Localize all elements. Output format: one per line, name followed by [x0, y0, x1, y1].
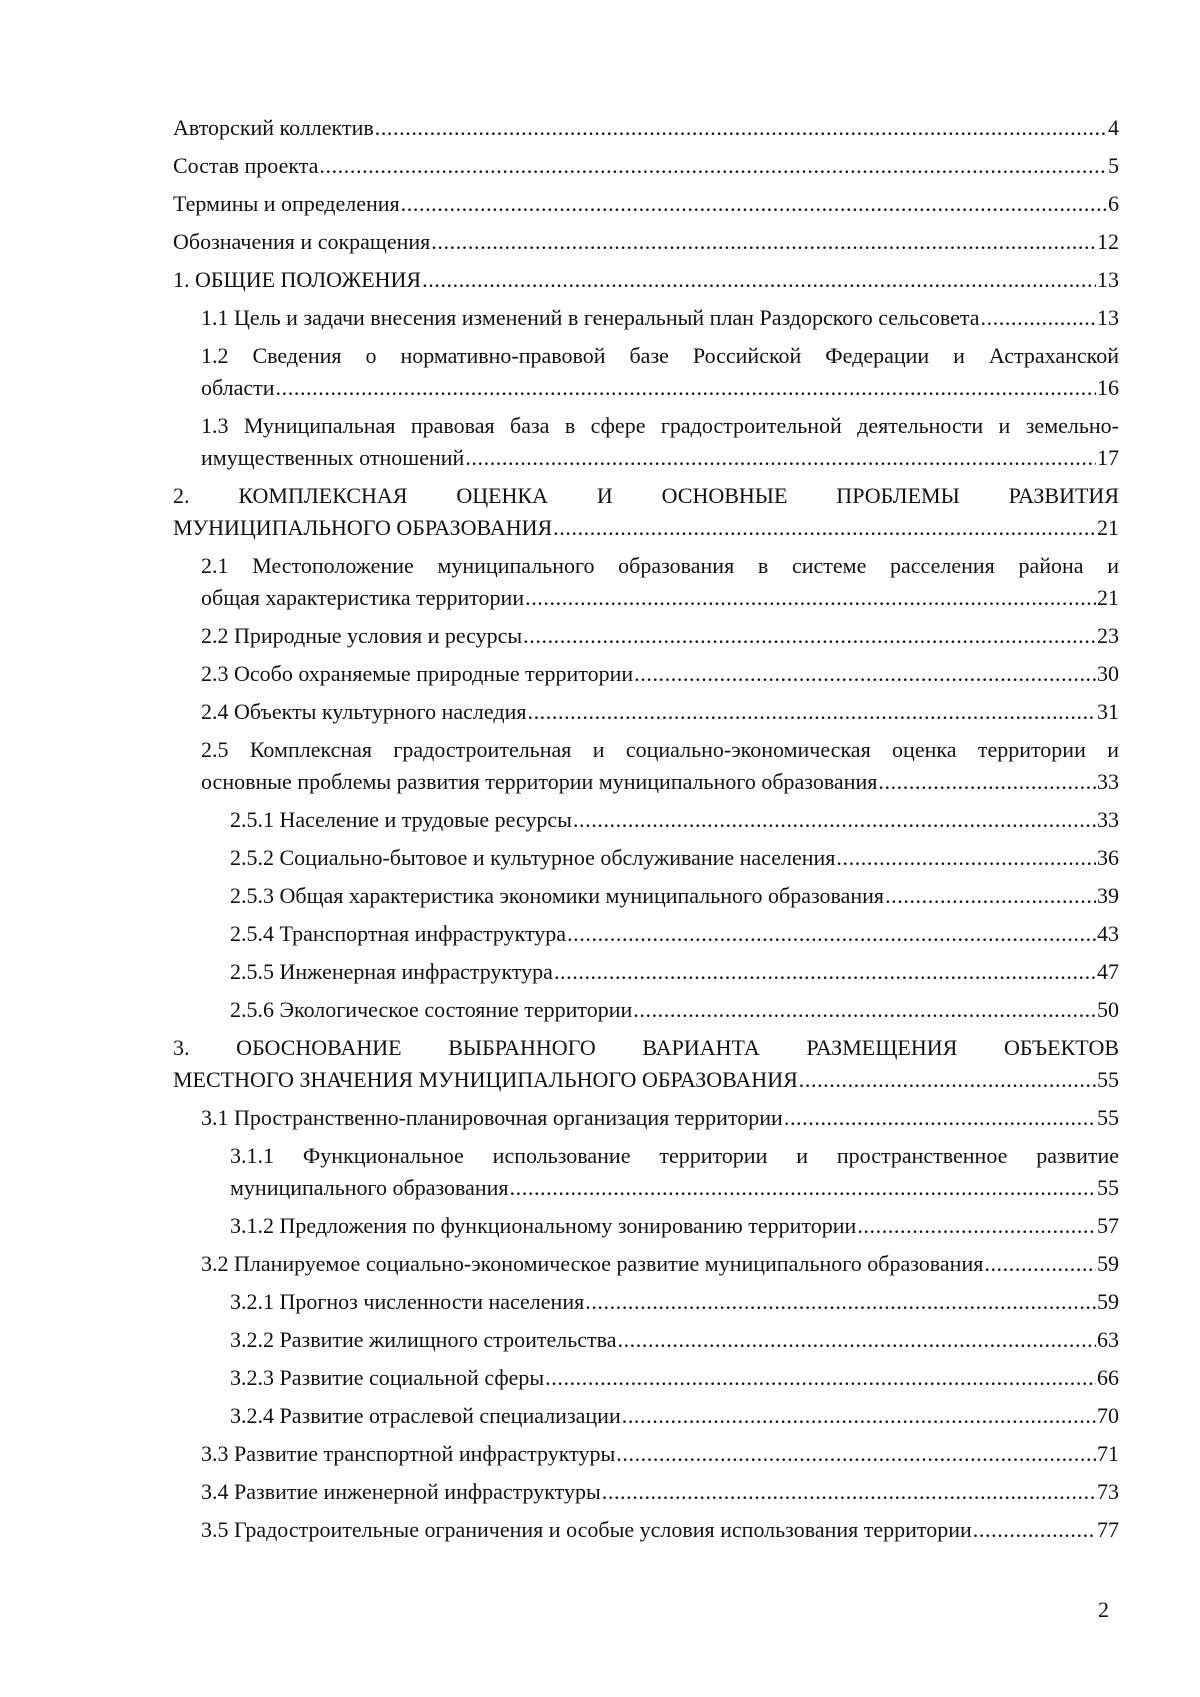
page-number: 2 — [1098, 1597, 1109, 1622]
toc-entry-title-line2: муниципального образования — [230, 1175, 509, 1200]
table-of-contents — [173, 112, 1119, 1552]
toc-entry[interactable] — [173, 480, 1119, 544]
toc-entry[interactable] — [173, 112, 1119, 144]
dot-leader — [602, 1476, 1096, 1508]
toc-entry-title: 2.3 Особо охраняемые природные территории — [201, 661, 634, 686]
toc-entry-page: 6 — [1108, 191, 1119, 216]
dot-leader — [319, 150, 1107, 182]
dot-leader — [525, 582, 1096, 614]
toc-entry[interactable] — [230, 804, 1119, 836]
toc-entry[interactable] — [201, 734, 1119, 798]
dot-leader — [573, 804, 1096, 836]
toc-entry-title: 2.2 Природные условия и ресурсы — [201, 623, 523, 648]
toc-entry-title: 2.5.3 Общая характеристика экономики муниципального образования — [230, 883, 885, 908]
dot-leader — [510, 1172, 1096, 1204]
toc-entry-page: 33 — [1097, 769, 1119, 794]
toc-entry-title: 2.5.4 Транспортная инфраструктура — [230, 921, 567, 946]
toc-entry-page: 66 — [1097, 1365, 1119, 1390]
toc-entry[interactable] — [201, 1514, 1119, 1546]
toc-entry-title: 3.2.4 Развитие отраслевой специализации — [230, 1403, 621, 1428]
dot-leader — [545, 1362, 1096, 1394]
toc-entry-title-line2: МЕСТНОГО ЗНАЧЕНИЯ МУНИЦИПАЛЬНОГО ОБРАЗОВАНИЯ — [173, 1067, 798, 1092]
toc-entry-page: 70 — [1097, 1403, 1119, 1428]
dot-leader — [857, 1210, 1096, 1242]
toc-entry-title: 3.2 Планируемое социально-экономическое развитие муниципального образования — [201, 1251, 984, 1276]
toc-entry[interactable] — [173, 264, 1119, 296]
toc-entry-page: 17 — [1097, 445, 1119, 470]
toc-entry-page: 5 — [1108, 153, 1119, 178]
toc-entry-page: 33 — [1097, 807, 1119, 832]
toc-entry[interactable] — [173, 188, 1119, 220]
toc-entry-title: 2.4 Объекты культурного наследия — [201, 699, 527, 724]
toc-entry-title: Термины и определения — [173, 191, 400, 216]
toc-entry[interactable] — [230, 1362, 1119, 1394]
dot-leader — [375, 112, 1107, 144]
toc-entry-title-line1: 3.1.1 Функциональное использование территории и пространственное развитие — [230, 1143, 1119, 1168]
dot-leader — [973, 1514, 1096, 1546]
dot-leader — [836, 842, 1096, 874]
toc-entry[interactable] — [201, 302, 1119, 334]
toc-entry-page: 16 — [1097, 375, 1119, 400]
toc-entry-title: 3.2.1 Прогноз численности населения — [230, 1289, 585, 1314]
toc-entry-title: 1.1 Цель и задачи внесения изменений в генеральный план Раздорского сельсовета — [201, 305, 980, 330]
toc-entry-title-line2: МУНИЦИПАЛЬНОГО ОБРАЗОВАНИЯ — [173, 515, 553, 540]
toc-entry[interactable] — [230, 956, 1119, 988]
toc-entry-page: 13 — [1097, 305, 1119, 330]
dot-leader — [617, 1324, 1096, 1356]
toc-entry-title-line2: области — [201, 375, 275, 400]
dot-leader — [622, 1400, 1096, 1432]
toc-entry-title: 2.5.6 Экологическое состояние территории — [230, 997, 633, 1022]
toc-entry-title: Обозначения и сокращения — [173, 229, 431, 254]
dot-leader — [431, 226, 1096, 258]
toc-entry-title: 2.5.2 Социально-бытовое и культурное обслуживание населения — [230, 845, 836, 870]
toc-entry-title: 3.2.2 Развитие жилищного строительства — [230, 1327, 617, 1352]
dot-leader — [523, 620, 1096, 652]
toc-entry-page: 63 — [1097, 1327, 1119, 1352]
toc-entry-page: 21 — [1097, 515, 1119, 540]
toc-entry-page: 23 — [1097, 623, 1119, 648]
toc-entry-page: 71 — [1097, 1441, 1119, 1466]
toc-entry-page: 77 — [1097, 1517, 1119, 1542]
dot-leader — [616, 1438, 1096, 1470]
toc-entry[interactable] — [201, 550, 1119, 614]
toc-entry[interactable] — [201, 1248, 1119, 1280]
toc-entry[interactable] — [230, 918, 1119, 950]
toc-entry-page: 57 — [1097, 1213, 1119, 1238]
toc-entry[interactable] — [201, 410, 1119, 474]
toc-entry-title: 1. ОБЩИЕ ПОЛОЖЕНИЯ — [173, 267, 422, 292]
toc-entry[interactable] — [201, 620, 1119, 652]
toc-entry[interactable] — [230, 994, 1119, 1026]
toc-entry-page: 73 — [1097, 1479, 1119, 1504]
toc-entry-page: 59 — [1097, 1251, 1119, 1276]
toc-entry-page: 30 — [1097, 661, 1119, 686]
toc-entry-page: 55 — [1097, 1105, 1119, 1130]
dot-leader — [799, 1064, 1096, 1096]
toc-entry-page: 43 — [1097, 921, 1119, 946]
toc-entry[interactable] — [201, 658, 1119, 690]
toc-entry[interactable] — [201, 1102, 1119, 1134]
toc-entry-title: 3.2.3 Развитие социальной сферы — [230, 1365, 545, 1390]
dot-leader — [878, 766, 1096, 798]
dot-leader — [585, 1286, 1096, 1318]
dot-leader — [885, 880, 1096, 912]
dot-leader — [401, 188, 1107, 220]
toc-entry-title-line1: 2.1 Местоположение муниципального образования в системе расселения района и — [201, 553, 1119, 578]
toc-entry[interactable] — [201, 1476, 1119, 1508]
dot-leader — [422, 264, 1096, 296]
toc-entry-title-line2: общая характеристика территории — [201, 585, 525, 610]
dot-leader — [634, 658, 1096, 690]
dot-leader — [984, 1248, 1096, 1280]
dot-leader — [276, 372, 1096, 404]
toc-entry[interactable] — [230, 1400, 1119, 1432]
toc-entry[interactable] — [201, 696, 1119, 728]
toc-entry[interactable] — [230, 1286, 1119, 1318]
toc-entry-title: 2.5.5 Инженерная инфраструктура — [230, 959, 553, 984]
toc-entry-page: 4 — [1108, 115, 1119, 140]
toc-entry-title: 3.4 Развитие инженерной инфраструктуры — [201, 1479, 601, 1504]
dot-leader — [567, 918, 1096, 950]
dot-leader — [784, 1102, 1096, 1134]
toc-entry-title-line1: 2.5 Комплексная градостроительная и социально-экономическая оценка территории и — [201, 737, 1119, 762]
toc-entry-page: 59 — [1097, 1289, 1119, 1314]
toc-entry-title-line2: основные проблемы развития территории муниципального образования — [201, 769, 878, 794]
toc-entry[interactable] — [230, 1210, 1119, 1242]
toc-entry-title: Авторский коллектив — [173, 115, 374, 140]
toc-entry[interactable] — [201, 340, 1119, 404]
toc-entry-page: 55 — [1097, 1067, 1119, 1092]
toc-entry-page: 13 — [1097, 267, 1119, 292]
toc-entry-page: 55 — [1097, 1175, 1119, 1200]
toc-entry[interactable] — [173, 226, 1119, 258]
dot-leader — [553, 512, 1096, 544]
toc-entry-page: 47 — [1097, 959, 1119, 984]
toc-entry-page: 21 — [1097, 585, 1119, 610]
toc-entry[interactable] — [230, 1140, 1119, 1204]
toc-entry-page: 39 — [1097, 883, 1119, 908]
toc-entry[interactable] — [230, 880, 1119, 912]
toc-entry-title: 3.1.2 Предложения по функциональному зонированию территории — [230, 1213, 857, 1238]
toc-entry-title: Состав проекта — [173, 153, 319, 178]
toc-entry[interactable] — [230, 1324, 1119, 1356]
toc-entry-title-line2: имущественных отношений — [201, 445, 465, 470]
toc-entry-title: 3.1 Пространственно-планировочная организация территории — [201, 1105, 783, 1130]
dot-leader — [554, 956, 1096, 988]
toc-entry[interactable] — [230, 842, 1119, 874]
dot-leader — [465, 442, 1096, 474]
toc-entry-title: 2.5.1 Население и трудовые ресурсы — [230, 807, 572, 832]
toc-entry-page: 12 — [1097, 229, 1119, 254]
toc-entry-page: 50 — [1097, 997, 1119, 1022]
toc-entry-page: 31 — [1097, 699, 1119, 724]
toc-entry-title-line1: 2. КОМПЛЕКСНАЯ ОЦЕНКА И ОСНОВНЫЕ ПРОБЛЕМЫ РАЗВИТИЯ — [173, 483, 1119, 508]
toc-entry[interactable] — [201, 1438, 1119, 1470]
toc-entry-title-line1: 3. ОБОСНОВАНИЕ ВЫБРАННОГО ВАРИАНТА РАЗМЕЩЕНИЯ ОБЪЕКТОВ — [173, 1035, 1119, 1060]
toc-entry-page: 36 — [1097, 845, 1119, 870]
dot-leader — [527, 696, 1096, 728]
dot-leader — [981, 302, 1097, 334]
toc-entry-title: 3.5 Градостроительные ограничения и особые условия использования территории — [201, 1517, 972, 1542]
toc-entry[interactable] — [173, 150, 1119, 182]
dot-leader — [633, 994, 1096, 1026]
toc-entry-title-line1: 1.2 Сведения о нормативно-правовой базе Российской Федерации и Астраханской — [201, 343, 1119, 368]
toc-entry-title-line1: 1.3 Муниципальная правовая база в сфере градостроительной деятельности и земельно- — [201, 413, 1119, 438]
toc-entry[interactable] — [173, 1032, 1119, 1096]
toc-entry-title: 3.3 Развитие транспортной инфраструктуры — [201, 1441, 616, 1466]
